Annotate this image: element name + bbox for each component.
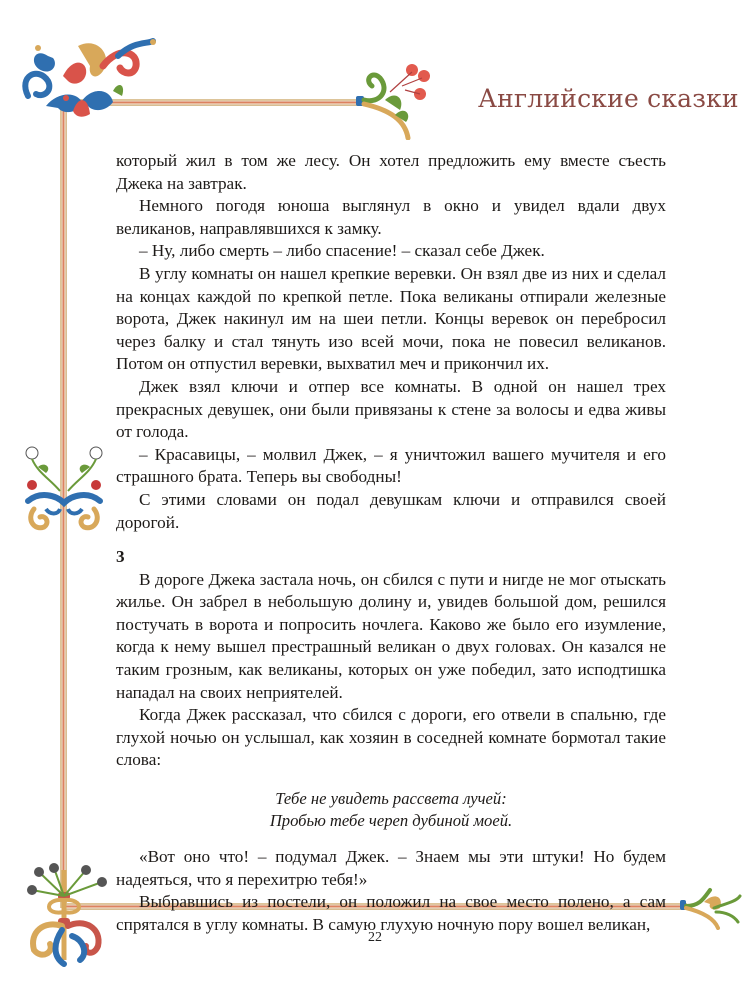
- verse-line: Пробью тебе череп дубиной моей.: [269, 811, 513, 831]
- acanthus-corner-top-left-icon: [18, 36, 158, 122]
- verse-line: Тебе не увидеть рассвета лучей:: [275, 789, 507, 809]
- page-number: 22: [368, 930, 382, 945]
- paragraph: С этими словами он подал девушкам ключи и отправился своей дорогой.: [116, 489, 666, 532]
- leaf-flourish-bottom-right-icon: [680, 882, 742, 930]
- paragraph: Джек взял ключи и отпер все комнаты. В одной он нашел трех прекрасных девушек, они были привязаны к стене за волосы и едва живы от голода.: [116, 376, 666, 442]
- chapter-number: 3: [116, 547, 125, 567]
- paragraph: Немного погодя юноша выглянул в окно и увидел вдали двух великанов, направлявшихся к замку.: [116, 196, 666, 238]
- thistle-corner-bottom-left-icon: [14, 860, 114, 970]
- body-text: [116, 150, 666, 936]
- verse: [116, 788, 666, 832]
- paragraph: Когда Джек рассказал, что сбился с дороги, его отвели в спальню, где глухой ночью он услышал, как хозяин в соседней комнате бормотал такие слова:: [116, 705, 666, 770]
- carnation-flourish-top-right-icon: [350, 60, 435, 140]
- paragraph: – Ну, либо смерть – либо спасение! – сказал себе Джек.: [139, 241, 545, 261]
- paragraph: В дороге Джека застала ночь, он сбился с пути и нигде не мог отыскать жилье. Он забрел в небольшую долину и, увидев большой дом, решился постучать в ворота и попросить ночлега. Каково же было его изумление, когда к нему вышел преcтрашный великан о двух головах. Он казался не таким грозным, как великаны, которых он уже победил, зато исподтишка нападал на своих неприятелей.: [116, 569, 666, 702]
- paragraph: – Красавицы, – молвил Джек, – я уничтожил вашего мучителя и его страшного брата. Теперь вы свободны!: [116, 444, 666, 487]
- paragraph: Выбравшись из постели, он положил на свое место полено, а сам спрятался в углу комнаты. В самую глухую ночную пору вошел великан,: [116, 892, 666, 934]
- paragraph: который жил в том же лесу. Он хотел предложить ему вместе съесть Джека на завтрак.: [116, 151, 666, 193]
- strawberry-flourish-left-icon: [20, 443, 108, 535]
- paragraph: «Вот оно что! – подумал Джек. – Знаем мы эти штуки! Но будем надеяться, что я перехитрю тебя!»: [116, 847, 666, 889]
- paragraph: В углу комнаты он нашел крепкие веревки. Он взял две из них и сделал на концах каждой по крепкой петле. Пока великаны отпирали железные ворота, Джек накинул им на шеи петли. Концы веревок он перебросил через балку и стал тянуть изо всей мочи, пока не повесил великанов. Потом он отпустил веревки, выхватил меч и прикончил их.: [116, 263, 666, 374]
- running-title: Английские сказки: [478, 84, 739, 113]
